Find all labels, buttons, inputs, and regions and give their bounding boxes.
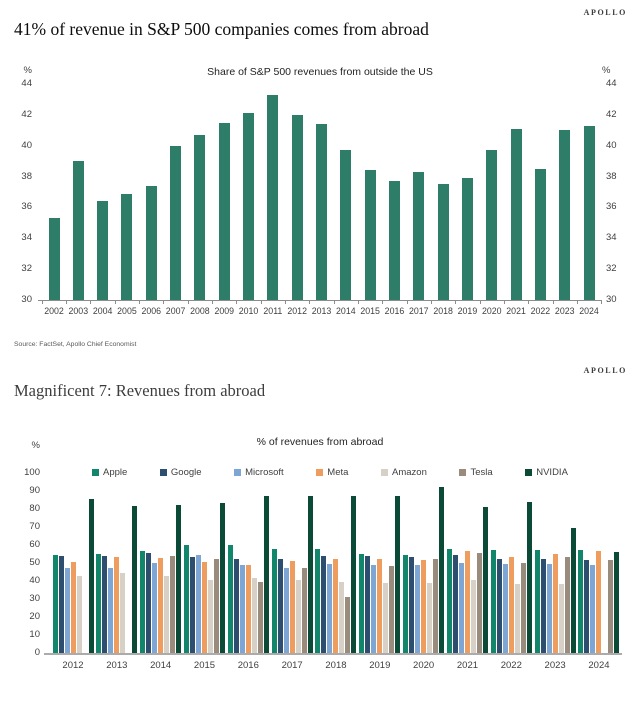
bar-nvidia-2024 [614,552,619,653]
apollo-logo-2: APOLLO [583,366,627,375]
y-axis-unit: % [31,440,40,451]
y-tick-label: 40 [29,575,40,586]
x-axis-tick [334,300,335,304]
x-axis-tick [480,300,481,304]
x-tick-label: 2017 [409,306,429,316]
sp500-bar-2011 [267,95,278,300]
x-tick-label: 2015 [193,660,216,671]
x-axis-tick [115,300,116,304]
bar-nvidia-2015 [220,503,225,653]
legend-label: Apple [103,467,128,478]
x-axis-tick [601,300,602,304]
bar-nvidia-2016 [264,496,269,654]
sp500-bar-2008 [194,135,205,300]
bar-tesla-2020 [433,559,438,653]
y-tick-label-left: 42 [21,108,32,120]
x-axis-line [44,653,622,655]
sp500-bar-2024 [584,126,595,300]
bar-tesla-2015 [214,559,219,653]
x-tick-label: 2006 [141,306,162,316]
bar-apple-2015 [184,545,189,653]
y-tick-label: 100 [24,467,40,478]
bar-meta-2023 [553,554,558,653]
x-axis-tick [212,300,213,304]
year-group-2024 [578,473,619,653]
x-tick-label: 2010 [238,306,259,316]
year-group-2013 [96,473,137,653]
sp500-bar-2021 [511,129,522,300]
y-axis-unit-right: % [602,65,611,76]
bar-amazon-2013 [120,573,125,653]
x-tick-label: 2022 [500,660,522,671]
x-axis-tick [236,300,237,304]
bar-google-2017 [278,559,283,654]
bar-amazon-2020 [427,583,432,653]
sp500-chart [0,56,640,346]
x-axis-tick [358,300,359,304]
x-tick-label: 2012 [287,306,307,316]
bar-google-2023 [541,559,546,654]
year-group-2014 [140,473,181,653]
bar-meta-2018 [333,559,338,653]
x-tick-label: 2018 [325,660,347,671]
x-axis-tick [42,300,43,304]
bar-amazon-2021 [471,580,476,653]
x-tick-label: 2013 [311,306,332,316]
bar-nvidia-2019 [395,496,400,654]
year-group-2021 [447,473,488,653]
x-axis-tick [455,300,456,304]
year-group-2015 [184,473,225,653]
bar-meta-2019 [377,559,382,653]
sp500-bar-2022 [535,169,546,300]
bar-meta-2024 [596,551,601,653]
x-axis-tick [382,300,383,304]
sp500-bar-2014 [340,150,351,300]
y-tick-label: 50 [29,557,40,568]
y-tick-label-left: 40 [21,139,32,151]
x-axis-tick [553,300,554,304]
x-tick-label: 2013 [106,660,128,671]
y-tick-label: 20 [29,611,40,622]
bar-microsoft-2016 [240,565,245,653]
x-tick-label: 2022 [530,306,551,316]
bar-nvidia-2023 [571,528,576,653]
bar-tesla-2018 [345,597,350,653]
sp500-bar-2020 [486,150,497,300]
bar-tesla-2019 [389,566,394,653]
sp500-bar-2016 [389,181,400,300]
bar-tesla-2016 [258,582,263,653]
x-axis-tick [309,300,310,304]
year-group-2022 [491,473,532,653]
bar-google-2013 [102,556,107,653]
sp500-bar-2019 [462,178,473,300]
sp500-bar-2012 [292,115,303,300]
x-tick-label: 2015 [360,306,380,316]
bar-tesla-2014 [170,556,175,653]
y-tick-label-right: 42 [606,108,617,120]
bar-meta-2020 [421,560,426,653]
bar-google-2021 [453,555,458,653]
sp500-bar-2015 [365,170,376,300]
y-tick-label: 80 [29,503,40,514]
bar-google-2019 [365,556,370,653]
bar-apple-2022 [491,550,496,653]
x-tick-label: 2020 [413,660,435,671]
bar-nvidia-2013 [132,506,137,653]
bar-apple-2014 [140,551,145,653]
bar-nvidia-2020 [439,487,444,653]
year-group-2017 [272,473,313,653]
x-tick-label: 2002 [44,306,64,316]
bar-nvidia-2012 [89,499,94,653]
bar-nvidia-2014 [176,505,181,654]
bar-nvidia-2022 [527,502,532,653]
x-tick-label: 2011 [263,306,283,316]
bar-amazon-2012 [77,576,82,653]
mag7-headline: Magnificent 7: Revenues from abroad [14,381,266,400]
bar-google-2014 [146,553,151,653]
bar-google-2024 [584,560,589,653]
y-tick-label-left: 32 [21,263,32,275]
year-group-2019 [359,473,400,653]
y-axis-unit-left: % [23,65,32,76]
bar-apple-2019 [359,554,364,653]
x-axis-tick [407,300,408,304]
bar-nvidia-2018 [351,496,356,654]
bar-microsoft-2015 [196,555,201,653]
legend-label: Tesla [470,467,493,478]
bar-microsoft-2017 [284,568,289,653]
x-tick-label: 2009 [214,306,235,316]
mag7-chart-title: % of revenues from abroad [256,436,384,448]
legend-label: Meta [327,467,349,478]
bar-google-2015 [190,557,195,653]
x-axis-tick [285,300,286,304]
bar-microsoft-2023 [547,564,552,653]
bar-meta-2016 [246,565,251,653]
y-tick-label-right: 38 [606,170,617,182]
x-axis-tick [504,300,505,304]
bar-apple-2020 [403,555,408,653]
year-group-2012 [53,473,94,653]
bar-tesla-2023 [565,557,570,653]
bar-amazon-2022 [515,584,520,653]
x-axis-tick [66,300,67,304]
bar-amazon-2023 [559,584,564,653]
bar-amazon-2017 [296,580,301,653]
sp500-bar-2006 [146,186,157,300]
bar-tesla-2024 [608,560,613,653]
x-axis-tick [528,300,529,304]
y-tick-label: 10 [29,629,40,640]
x-axis-tick [90,300,91,304]
sp500-bar-2023 [559,130,570,300]
x-tick-label: 2017 [281,660,303,671]
x-tick-label: 2019 [369,660,391,671]
bar-meta-2022 [509,557,514,653]
bar-tesla-2021 [477,553,482,653]
sp500-chart-title: Share of S&P 500 revenues from outside the US [207,66,433,78]
sp500-bar-2004 [97,201,108,300]
bar-tesla-2022 [521,563,526,653]
sp500-bar-2018 [438,184,449,300]
x-tick-label: 2018 [433,306,453,316]
x-tick-label: 2012 [62,660,84,671]
y-tick-label: 60 [29,539,40,550]
bar-tesla-2017 [302,568,307,654]
year-group-2020 [403,473,444,653]
y-tick-label: 90 [29,485,40,496]
legend-label: Microsoft [245,467,284,478]
bar-meta-2013 [114,557,119,653]
y-tick-label-left: 34 [21,232,32,244]
x-tick-label: 2020 [481,306,502,316]
legend-label: Google [170,467,202,478]
sp500-bar-2007 [170,146,181,300]
y-tick-label: 70 [29,521,40,532]
y-tick-label-right: 44 [606,78,617,89]
x-tick-label: 2016 [237,660,259,671]
source-note: Source: FactSet, Apollo Chief Economist [14,341,137,348]
bar-amazon-2015 [208,580,213,653]
bar-nvidia-2021 [483,507,488,653]
apollo-logo: APOLLO [583,8,627,17]
bar-apple-2018 [315,549,320,653]
y-tick-label-left: 36 [21,201,32,213]
year-group-2018 [315,473,356,653]
sp500-bar-2002 [49,218,60,300]
bar-apple-2016 [228,545,233,653]
bar-meta-2012 [71,562,76,653]
bar-apple-2023 [535,550,540,654]
y-tick-label-right: 34 [606,232,617,244]
x-tick-label: 2007 [165,306,186,316]
x-axis-line [38,300,602,301]
x-tick-label: 2016 [384,306,405,316]
bar-google-2016 [234,559,239,654]
bar-microsoft-2014 [152,563,157,653]
bar-apple-2017 [272,549,277,653]
x-tick-label: 2019 [457,306,478,316]
x-tick-label: 2023 [544,660,566,671]
x-tick-label: 2014 [336,306,356,316]
bar-apple-2012 [53,555,58,653]
y-tick-label: 30 [29,593,40,604]
x-axis-tick [577,300,578,304]
sp500-bar-2003 [73,161,84,300]
x-tick-label: 2004 [92,306,113,316]
sp500-bar-2005 [121,194,132,300]
x-tick-label: 2003 [68,306,89,316]
bar-meta-2015 [202,562,207,653]
sp500-bar-2009 [219,123,230,300]
bar-microsoft-2019 [371,565,376,653]
x-tick-label: 2021 [506,306,526,316]
bar-google-2020 [409,557,414,653]
x-tick-label: 2021 [456,660,479,671]
y-tick-label-left: 30 [21,294,32,305]
sp500-bar-2017 [413,172,424,300]
bar-google-2012 [59,556,64,653]
y-tick-label-left: 38 [21,170,32,182]
x-axis-tick [188,300,189,304]
y-tick-label-right: 32 [606,263,617,275]
x-axis-tick [261,300,262,304]
y-tick-label: 0 [34,647,40,658]
bar-microsoft-2018 [327,564,332,653]
x-tick-label: 2024 [588,660,610,671]
x-axis-tick [139,300,140,304]
mag7-chart [0,430,640,690]
sp500-bar-2013 [316,124,327,300]
bar-microsoft-2020 [415,565,420,653]
bar-meta-2017 [290,561,295,653]
x-tick-label: 2014 [150,660,172,671]
y-tick-label-right: 40 [606,139,617,151]
bar-microsoft-2012 [65,568,70,654]
bar-microsoft-2024 [590,565,595,653]
bar-microsoft-2013 [108,568,113,653]
bar-apple-2024 [578,550,583,654]
sp500-headline: 41% of revenue in S&P 500 companies comes from abroad [14,19,429,39]
bar-apple-2021 [447,549,452,653]
x-axis-tick [163,300,164,304]
legend-label: Amazon [392,467,427,478]
bar-amazon-2014 [164,576,169,653]
x-tick-label: 2005 [117,306,137,316]
year-group-2016 [228,473,269,653]
x-tick-label: 2024 [579,306,599,316]
x-tick-label: 2023 [554,306,575,316]
bar-apple-2013 [96,554,101,653]
x-tick-label: 2008 [190,306,210,316]
bar-google-2018 [321,556,326,653]
bar-amazon-2016 [252,578,257,653]
bar-amazon-2019 [383,583,388,653]
sp500-bar-2010 [243,113,254,300]
bar-nvidia-2017 [308,496,313,654]
bar-meta-2021 [465,551,470,653]
bar-google-2022 [497,559,502,654]
bar-microsoft-2021 [459,563,464,653]
bar-meta-2014 [158,558,163,653]
year-group-2023 [535,473,576,653]
legend-label: NVIDIA [536,467,568,478]
bar-microsoft-2022 [503,564,508,653]
y-tick-label-left: 44 [21,78,32,89]
y-tick-label-right: 30 [606,294,617,305]
y-tick-label-right: 36 [606,201,617,213]
x-axis-tick [431,300,432,304]
bar-amazon-2018 [339,582,344,653]
